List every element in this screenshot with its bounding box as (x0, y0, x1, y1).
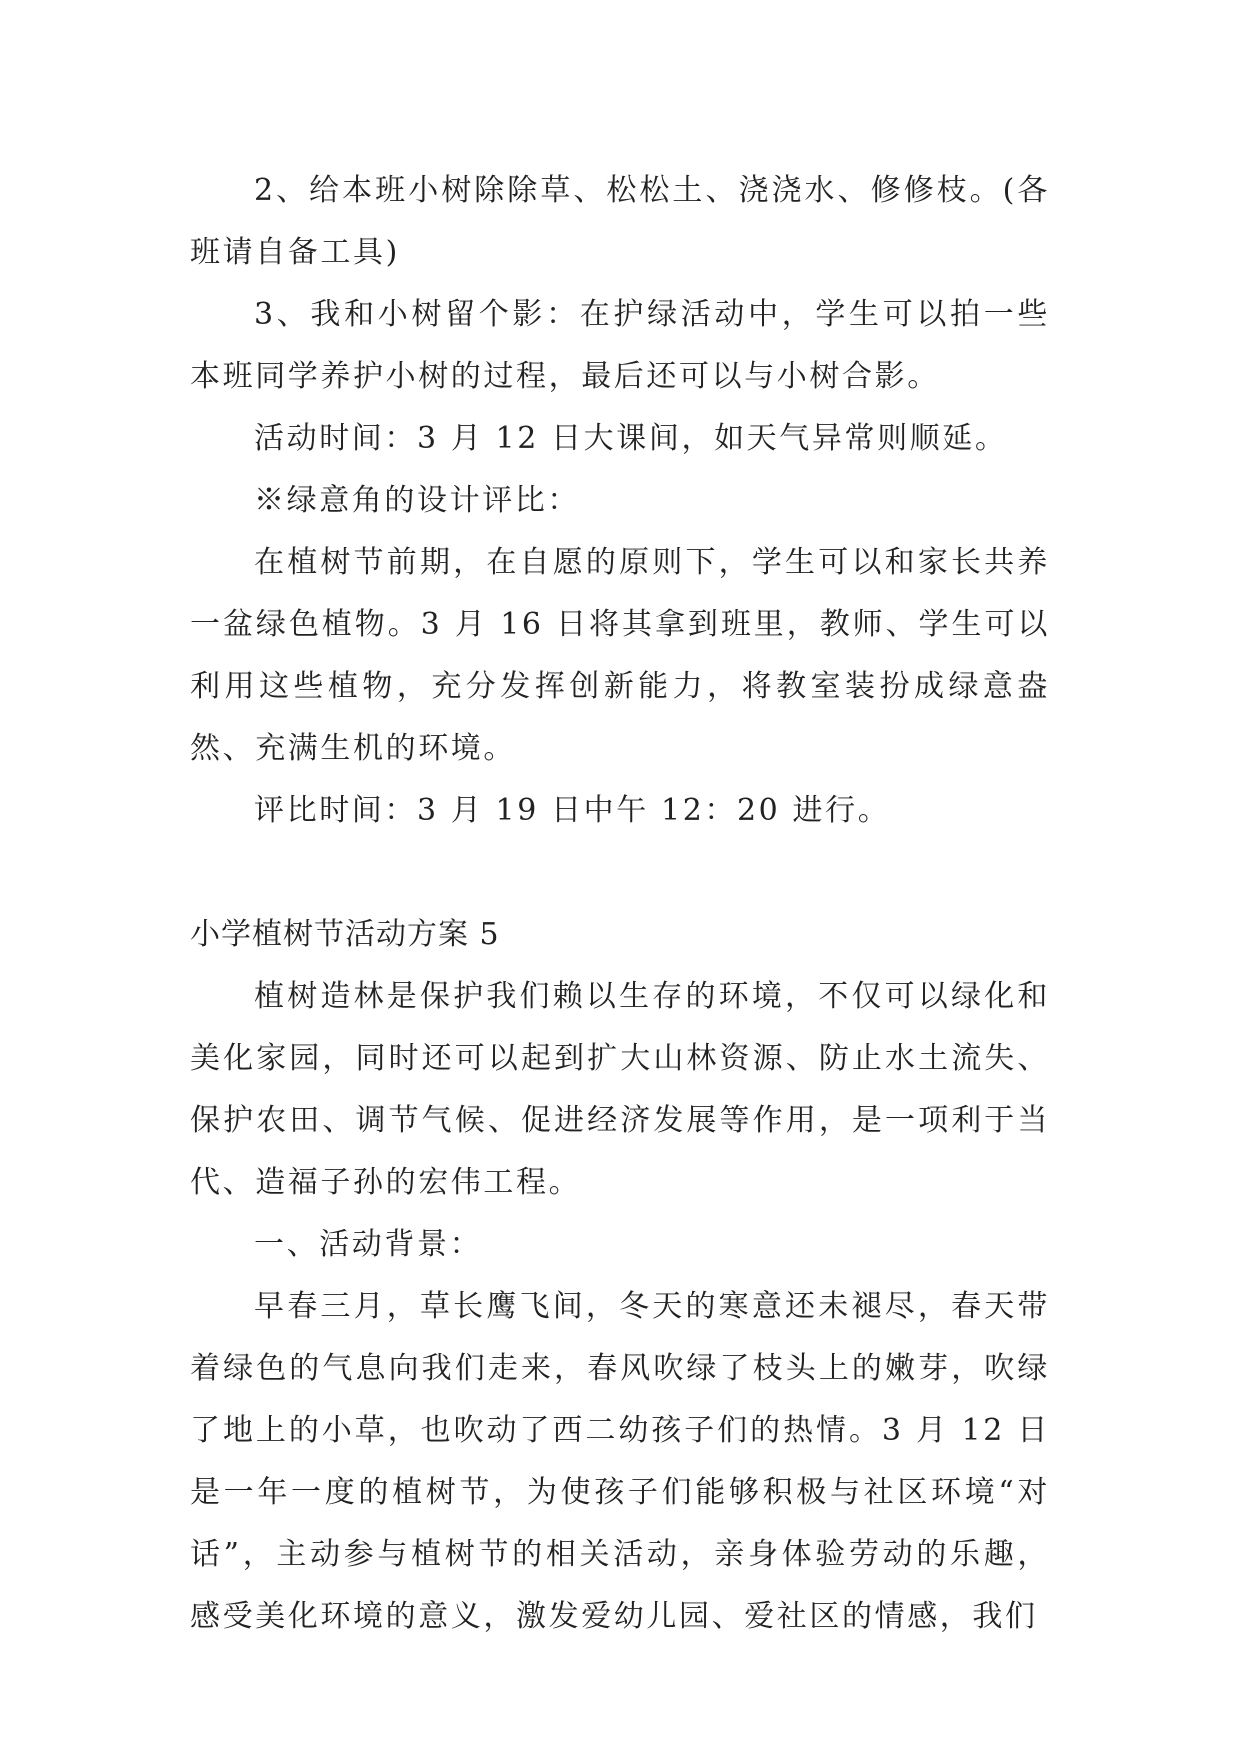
document-body (190, 160, 1050, 1648)
paragraph-green-corner-heading: ※绿意角的设计评比： (254, 483, 580, 518)
paragraph-green-corner: 在植树节前期，在自愿的原则下，学生可以和家长共养一盆绿色植物。3 月 16 日将其拿到班里，教师、学生可以利用这些植物，充分发挥创新能力，将教室装扮成绿意盎然、充满生机的环境。 (190, 545, 1050, 766)
paragraph-background: 早春三月，草长鹰飞间，冬天的寒意还未褪尽，春天带着绿色的气息向我们走来，春风吹绿了枝头上的嫩芽，吹绿了地上的小草，也吹动了西二幼孩子们的热情。3 月 12 日是一年一度的植树节，为使孩子们能够积极与社区环境“对话”，主动参与植树节的相关活动，亲身体验劳动的乐趣，感受美化环境的意义，激发爱幼儿园、爱社区的情感，我们 (190, 1289, 1050, 1634)
paragraph-background-heading: 一、活动背景： (254, 1227, 483, 1262)
section-title: 小学植树节活动方案 5 (190, 917, 500, 952)
paragraph-activity-time: 活动时间：3 月 12 日大课间，如天气异常则顺延。 (254, 421, 1008, 456)
paragraph-judging-time: 评比时间：3 月 19 日中午 12：20 进行。 (254, 793, 891, 828)
paragraph-photo: 3、我和小树留个影：在护绿活动中，学生可以拍一些本班同学养护小树的过程，最后还可以与小树合影。 (190, 297, 1050, 394)
paragraph-tools: 2、给本班小树除除草、松松土、浇浇水、修修枝。(各班请自备工具) (190, 173, 1050, 270)
paragraph-intro: 植树造林是保护我们赖以生存的环境，不仅可以绿化和美化家园，同时还可以起到扩大山林资源、防止水土流失、保护农田、调节气候、促进经济发展等作用，是一项利于当代、造福子孙的宏伟工程。 (190, 979, 1050, 1200)
